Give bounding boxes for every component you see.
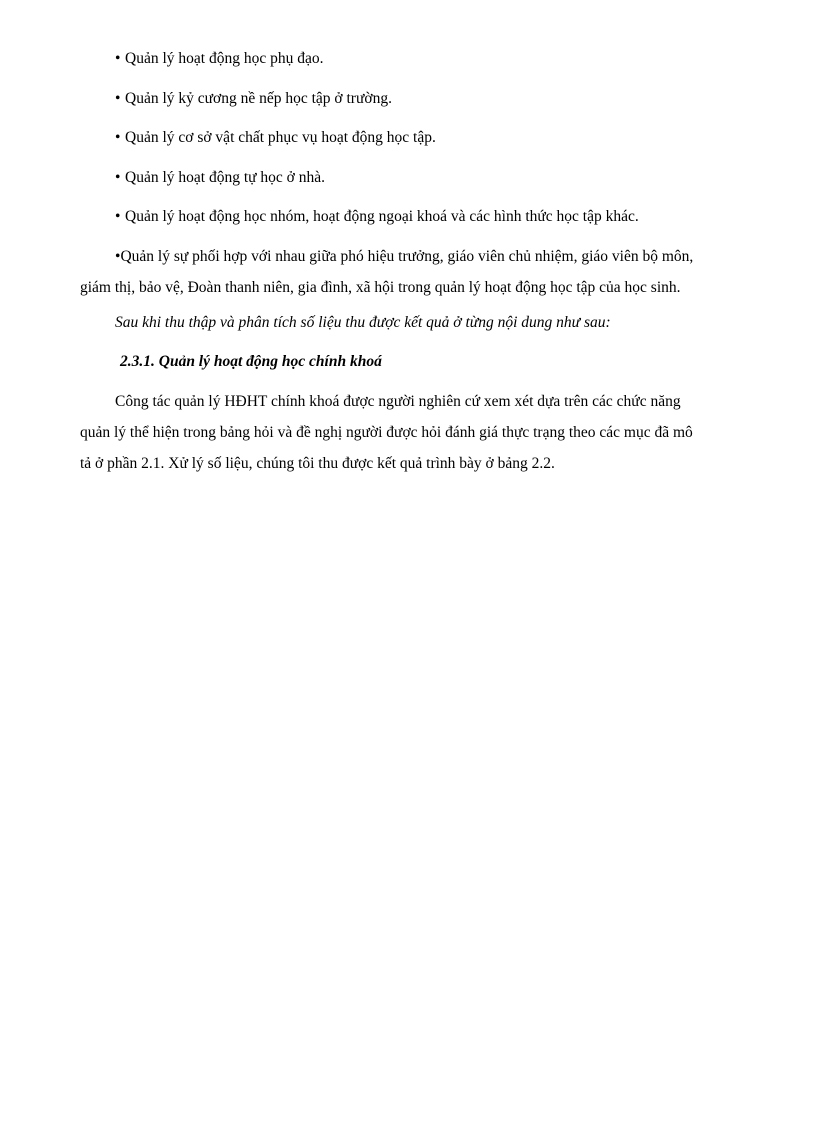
body-paragraph	[80, 386, 740, 479]
bullet-text: Quản lý kỷ cương nề nếp học tập ở trường.	[125, 90, 392, 107]
bullet-text: Quản lý hoạt động học nhóm, hoạt động ngoại khoá và các hình thức học tập khác.	[125, 208, 639, 225]
bullet-line-1	[80, 241, 740, 272]
bullet-dot: •	[115, 248, 121, 265]
bullet-text: Quản lý hoạt động tự học ở nhà.	[125, 169, 325, 186]
bullet-item-3	[115, 129, 436, 147]
paragraph-line-2: quản lý thể hiện trong bảng hỏi và đề nghị người được hỏi đánh giá thực trạng theo các mục đã mô	[80, 424, 693, 441]
bullet-text: Quản lý sự phối hợp với nhau giữa phó hiệu trưởng, giáo viên chủ nhiệm, giáo viên bộ môn,	[120, 248, 694, 265]
bullet-text: Quản lý hoạt động học phụ đạo.	[125, 50, 324, 67]
bullet-item-1	[115, 50, 323, 68]
paragraph-line-1: Công tác quản lý HĐHT chính khoá được người nghiên cứ xem xét dựa trên các chức năng	[115, 393, 681, 410]
bullet-dot: •	[115, 208, 121, 225]
bullet-item-4	[115, 169, 325, 187]
bullet-dot: •	[115, 90, 121, 107]
bullet-dot: •	[115, 50, 121, 67]
paragraph-line-3: tả ở phần 2.1. Xử lý số liệu, chúng tôi thu được kết quả trình bày ở bảng 2.2.	[80, 455, 555, 472]
intro-italic: Sau khi thu thập và phân tích số liệu thu được kết quả ở từng nội dung như sau:	[115, 314, 611, 331]
section-heading: 2.3.1. Quản lý hoạt động học chính khoá	[120, 353, 382, 370]
bullet-text: Quản lý cơ sở vật chất phục vụ hoạt động học tập.	[125, 129, 436, 146]
bullet-item-6	[80, 241, 740, 303]
bullet-item-5	[115, 208, 639, 226]
bullet-line-2: giám thị, bảo vệ, Đoàn thanh niên, gia đình, xã hội trong quản lý hoạt động học tập của học sinh.	[80, 279, 681, 296]
bullet-dot: •	[115, 129, 121, 146]
bullet-item-2	[115, 90, 392, 108]
bullet-dot: •	[115, 169, 121, 186]
